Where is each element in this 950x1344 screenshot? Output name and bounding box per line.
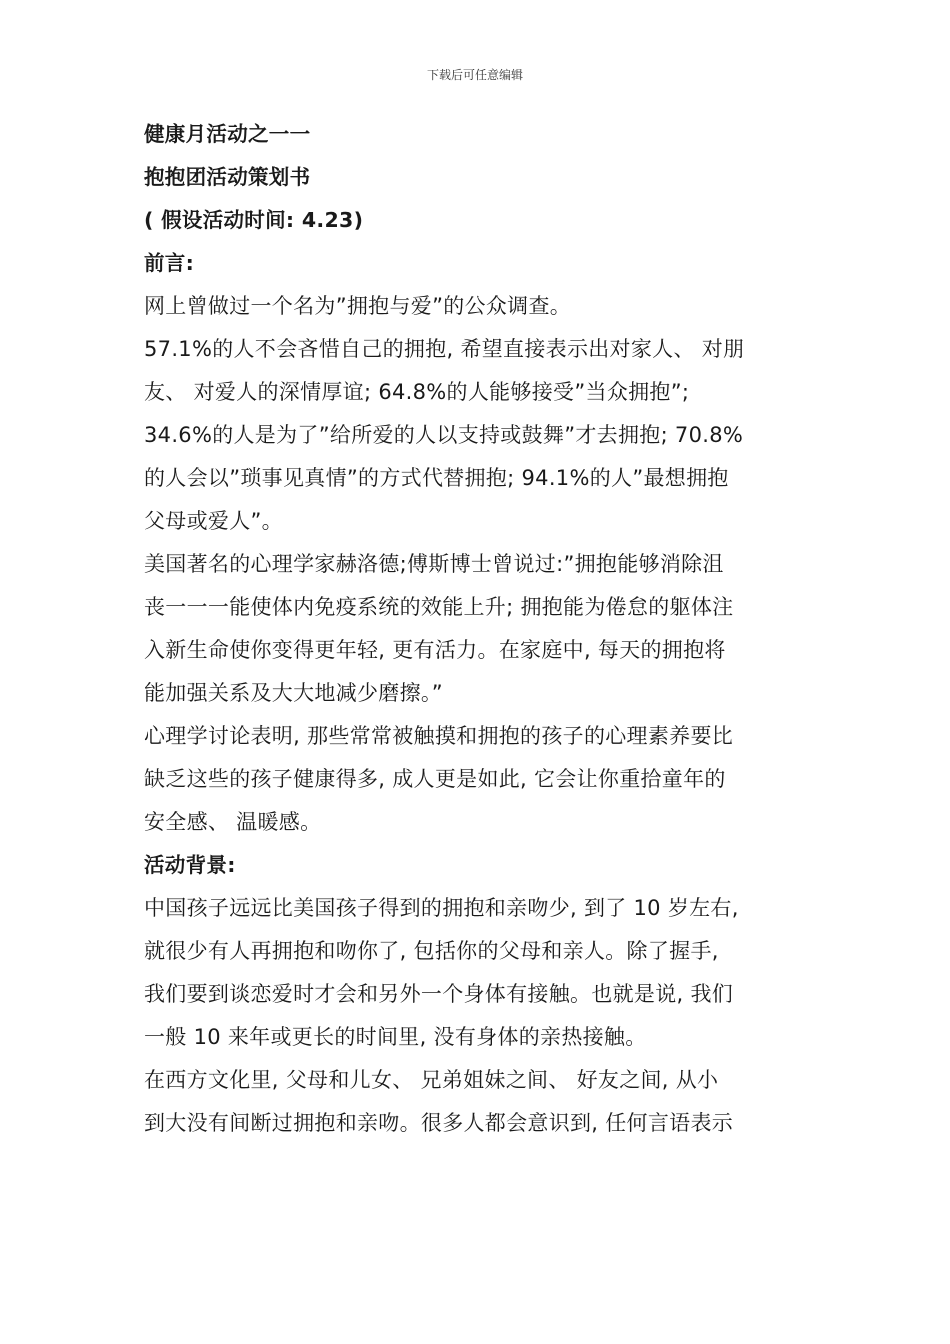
doc-title-line-2: 抱抱团活动策划书 <box>144 165 311 189</box>
text-line: 美国著名的心理学家赫洛德;傅斯博士曾说过:”拥抱能够消除沮 <box>144 552 724 576</box>
text-line: 到大没有间断过拥抱和亲吻。很多人都会意识到, 任何言语表示 <box>144 1111 734 1135</box>
document-body <box>144 113 808 1145</box>
text-line: 能加强关系及大大地减少磨擦。” <box>144 681 443 705</box>
text-line: 57.1%的人不会吝惜自己的拥抱, 希望直接表示出对家人、 对朋 <box>144 337 745 361</box>
text-line: 就很少有人再拥抱和吻你了, 包括你的父母和亲人。除了握手, <box>144 939 719 963</box>
section-heading-background: 活动背景: <box>144 853 236 877</box>
text-line: 安全感、 温暖感。 <box>144 810 322 834</box>
text-line: 丧一一一能使体内免疫系统的效能上升; 拥抱能为倦怠的躯体注 <box>144 595 734 619</box>
text-line: 中国孩子远远比美国孩子得到的拥抱和亲吻少, 到了 10 岁左右, <box>144 896 739 920</box>
doc-date-line: ( 假设活动时间: 4.23) <box>144 208 364 232</box>
text-line: 父母或爱人”。 <box>144 509 283 533</box>
text-line: 34.6%的人是为了”给所爱的人以支持或鼓舞”才去拥抱; 70.8% <box>144 423 744 447</box>
text-line: 的人会以”琐事见真情”的方式代替拥抱; 94.1%的人”最想拥抱 <box>144 466 729 490</box>
page-header: 下载后可任意编辑 <box>426 68 523 82</box>
text-line: 一般 10 来年或更长的时间里, 没有身体的亲热接触。 <box>144 1025 647 1049</box>
text-line: 心理学讨论表明, 那些常常被触摸和拥抱的孩子的心理素养要比 <box>144 724 734 748</box>
section-heading-preface: 前言: <box>144 251 195 275</box>
doc-title-line-1: 健康月活动之一一 <box>144 122 311 146</box>
text-line: 缺乏这些的孩子健康得多, 成人更是如此, 它会让你重拾童年的 <box>144 767 726 791</box>
text-line: 我们要到谈恋爱时才会和另外一个身体有接触。也就是说, 我们 <box>144 982 734 1006</box>
text-line: 入新生命使你变得更年轻, 更有活力。在家庭中, 每天的拥抱将 <box>144 638 726 662</box>
text-line: 友、 对爱人的深情厚谊; 64.8%的人能够接受”当众拥抱”; <box>144 380 690 404</box>
text-line: 在西方文化里, 父母和儿女、 兄弟姐妹之间、 好友之间, 从小 <box>144 1068 719 1092</box>
text-line: 网上曾做过一个名为”拥抱与爱”的公众调查。 <box>144 294 572 318</box>
